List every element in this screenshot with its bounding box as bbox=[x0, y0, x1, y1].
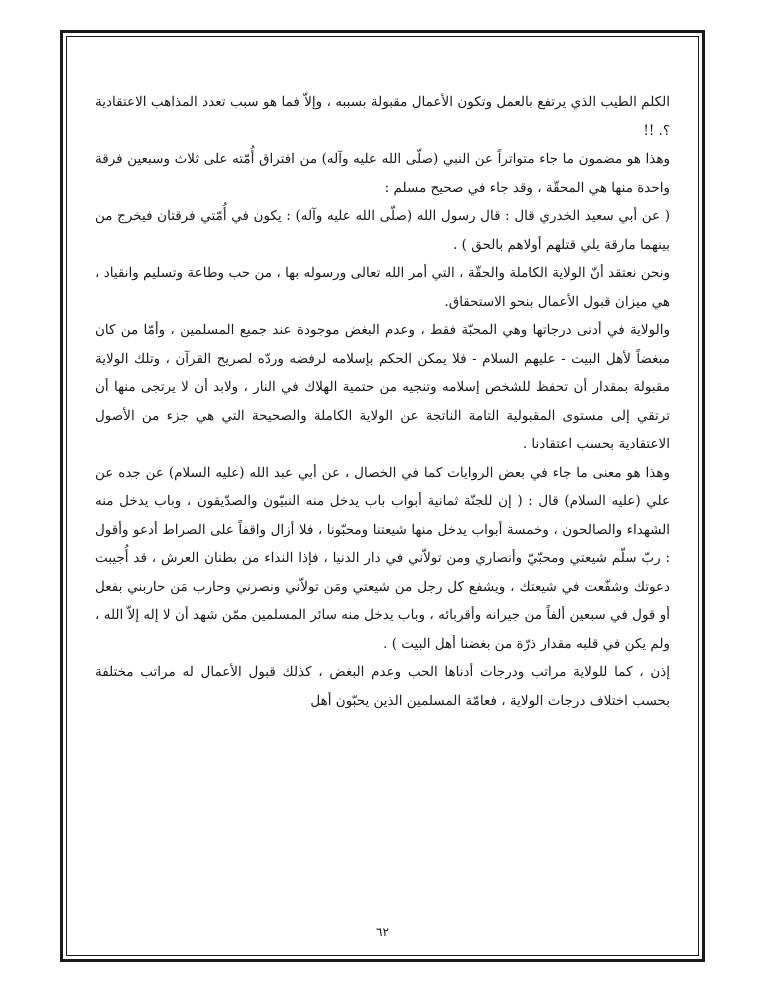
paragraph-5: والولاية في أدنى درجاتها وهي المحبّة فقط ، وعدم البغض موجودة عند جميع المسلمين ، وأمّا من كان مبغضاً لأهل البيت - عليهم السلام - فلا يمكن الحكم بإسلامه لرفضه وردّه لصريح القرآن ، وتلك الولاية مقبولة بمقدار أن تحفظ للشخص إسلامه وتنجيه من حتمية الهلاك في النار ، ولابد أن لا يرتجى منها أن ترتقي إلى مستوى المقبولية التامة الناتجة عن الولاية الكاملة والصحيحة التي هي جزء من الأصول الاعتقادية بحسب اعتقادنا . bbox=[95, 322, 670, 452]
paragraph-4: ونحن نعتقد أنّ الولاية الكاملة والحقّة ، التي أمر الله تعالى ورسوله بها ، من حب وطاعة وتسليم وانقياد ، هي ميزان قبول الأعمال بنحو الاستحقاق. bbox=[95, 265, 670, 310]
paragraph-7: إذن ، كما للولاية مراتب ودرجات أدناها الحب وعدم البغض ، كذلك قبول الأعمال له مراتب مختلفة بحسب اختلاف درجات الولاية ، فعامّة المسلمين الذين يحبّون أهل bbox=[95, 664, 670, 709]
paragraph-3: ( عن أبي سعيد الخدري قال : قال رسول الله (صلّى الله عليه وآله) : يكون في أُمّتي فرقتان فيخرج من بينهما مارقة يلي قتلهم أولاهم بالحق ) . bbox=[95, 208, 670, 253]
paragraph-2: وهذا هو مضمون ما جاء متواتراً عن النبي (صلّى الله عليه وآله) من افتراق أُمّته على ثلاث وسبعين فرقة واحدة منها هي المحقّة ، وقد جاء في صحيح مسلم : bbox=[95, 151, 670, 196]
paragraph-6: وهذا هو معنى ما جاء في بعض الروايات كما في الخصال ، عن أبي عبد الله (عليه السلام) عن جده عن علي (عليه السلام) قال : ( إن للجنّة ثمانية أبواب باب يدخل منه النبيّون والصدّيقون ، وباب يدخل منه الشهداء والصالحون ، وخمسة أبواب يدخل منها شيعتنا ومحبّونا ، فلا أزال واقفاً على الصراط أدعو وأقول : ربّ سلّم شيعتي ومحبّيّ وأنصاري ومن تولاّني في دار الدنيا ، فإذا النداء من بطنان العرش ، قد أُجيبت دعوتك وشفّعت في شيعتك ، ويشفع كل رجل من شيعتي ومَن تولاّني ونصرني وحارب مَن حاربني بفعل أو قول في سبعين ألفاً من جيرانه وأقربائه ، وباب يدخل منه سائر المسلمين ممّن شهد أن لا إله إلاّ الله ، ولم يكن في قلبه مقدار ذرّة من بغضنا أهل البيت ) . bbox=[95, 464, 670, 652]
paragraph-1: الكلم الطيب الذي يرتفع بالعمل وتكون الأعمال مقبولة بسببه ، وإلاّ فما هو سبب تعدد المذاهب الاعتقادية ؟. !! bbox=[95, 94, 670, 139]
page-number: ٦٢ bbox=[376, 925, 389, 939]
page-body bbox=[95, 88, 670, 715]
